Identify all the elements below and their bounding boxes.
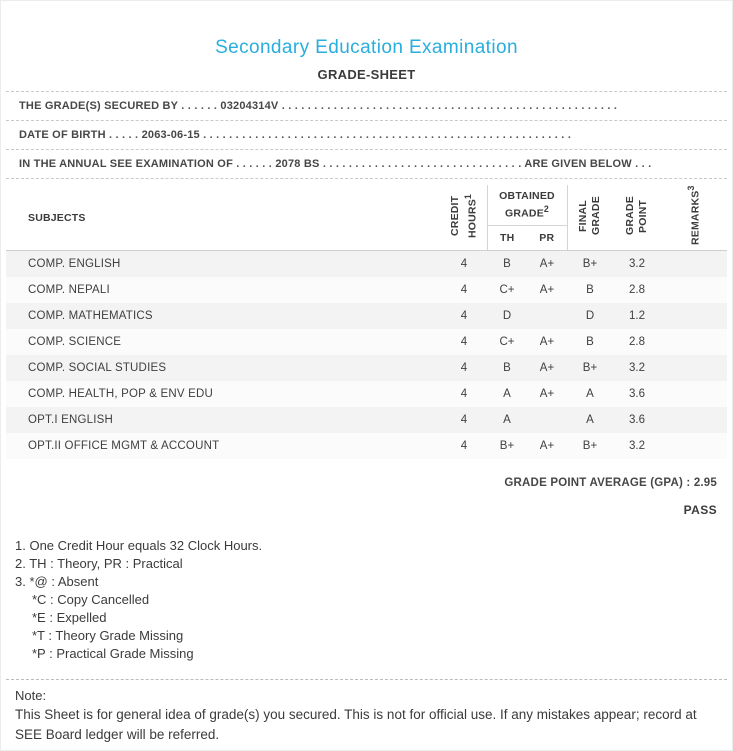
practical-grade-cell [527,303,567,329]
grade-point-cell: 2.8 [629,284,645,296]
final-grade-cell: B+ [582,440,598,452]
grade-point-label: GRADE POINT [624,196,649,236]
practical-grade-cell: A+ [539,336,555,348]
practical-grade-cell: A+ [539,388,555,400]
table-row [6,381,727,407]
grades-table [6,185,727,459]
practical-grade-cell: A+ [539,258,555,270]
subject-cell: COMP. NEPALI [28,284,110,296]
note-label: Note: [15,688,47,703]
remarks-cell [661,303,727,329]
grade-point-cell: 1.2 [629,310,645,322]
gpa-value: 2.95 [693,477,717,489]
grade-point-cell: 3.2 [629,362,645,374]
grade-point-cell: 3.6 [629,388,645,400]
remarks-cell [661,381,727,407]
subject-cell: OPT.II OFFICE MGMT & ACCOUNT [28,440,220,452]
symbol-number-value: 03204314V [220,100,279,112]
remarks-cell [661,251,727,278]
remarks-cell [661,355,727,381]
dots-trailer: . . . . . . . . . . . . . . . . . . . . . . . . . . . . . . . . . . . . . . . . . . . . . . . . . . . . . . . . . [203,129,572,141]
column-header-subjects: SUBJECTS [6,185,441,251]
grade-point-cell: 3.2 [629,258,645,270]
credit-cell: 4 [460,336,468,348]
grade-point-cell: 3.2 [629,440,645,452]
info-label: DATE OF BIRTH [19,129,106,141]
theory-grade-cell: A [503,388,511,400]
theory-grade-cell: B+ [499,440,515,452]
remarks-cell [661,277,727,303]
page-title: Secondary Education Examination [215,37,518,58]
remarks-footnote-ref: 3 [686,185,697,191]
info-label: IN THE ANNUAL SEE EXAMINATION OF [19,158,233,170]
info-line-date-of-birth [6,121,727,150]
dots-mid: . . . . . . . . . . . . . . . . . . . . . . . . . . . . . . . [322,158,522,170]
column-header-remarks [661,185,727,251]
subject-cell: COMP. HEALTH, POP & ENV EDU [28,388,213,400]
column-header-grade-point [613,185,661,251]
final-grade-cell: B+ [582,362,598,374]
grade-point-cell: 3.6 [629,414,645,426]
table-row [6,277,727,303]
remarks-cell [661,329,727,355]
final-grade-cell: B [586,336,594,348]
subject-cell: COMP. MATHEMATICS [28,310,153,322]
final-grade-cell: D [585,310,595,322]
dots-leader: . . . . . [109,129,139,141]
dashed-separator [6,679,727,680]
info-suffix: ARE GIVEN BELOW [524,158,632,170]
credit-hours-label: CREDIT HOURS [448,195,478,238]
exam-year-value: 2078 BS [275,158,320,170]
final-grade-cell: B [586,284,594,296]
table-row [6,329,727,355]
gpa-summary [6,477,727,489]
final-grade-cell: A [586,414,594,426]
footnote-credit-hour: 1. One Credit Hour equals 32 Clock Hours. [15,538,263,553]
final-grade-cell: B+ [582,258,598,270]
subject-cell: COMP. ENGLISH [28,258,121,270]
theory-grade-cell: C+ [499,336,515,348]
remarks-label: REMARKS [689,190,702,245]
final-grade-label: FINAL GRADE [577,196,603,236]
column-header-obtained-grade [487,185,567,225]
dots-trailer: . . . [635,158,652,170]
table-row [6,303,727,329]
footnote-practical-grade-missing: *P : Practical Grade Missing [32,646,194,661]
gpa-label: GRADE POINT AVERAGE (GPA) : [504,477,691,489]
info-line-grades-secured-by [6,92,727,121]
credit-cell: 4 [460,414,468,426]
footnote-absent: 3. *@ : Absent [15,574,99,589]
credit-cell: 4 [460,284,468,296]
footnote-theory-grade-missing: *T : Theory Grade Missing [32,628,184,643]
subject-cell: OPT.I ENGLISH [28,414,114,426]
practical-grade-cell: A+ [539,362,555,374]
credit-hours-footnote-ref: 1 [462,194,473,200]
practical-grade-cell: A+ [539,440,555,452]
info-line-examination-year [6,150,727,179]
credit-cell: 4 [460,388,468,400]
footnotes [6,537,727,663]
remarks-cell [661,433,727,459]
theory-grade-cell: C+ [499,284,515,296]
footnote-th-pr: 2. TH : Theory, PR : Practical [15,556,183,571]
credit-cell: 4 [460,258,468,270]
table-row [6,355,727,381]
theory-grade-cell: B [503,362,511,374]
obtained-grade-footnote-ref: 2 [543,203,549,214]
footnote-copy-cancelled: *C : Copy Cancelled [32,592,150,607]
subject-cell: COMP. SOCIAL STUDIES [28,362,167,374]
dots-leader: . . . . . . [181,100,218,112]
column-header-credit-hours [441,185,487,251]
theory-grade-cell: B [503,258,511,270]
credit-cell: 4 [460,362,468,374]
obtained-grade-label: OBTAINED GRADE [499,189,555,220]
credit-cell: 4 [460,440,468,452]
column-header-theory: TH [487,225,527,250]
footnote-expelled: *E : Expelled [32,610,107,625]
final-grade-cell: A [586,388,594,400]
table-row [6,407,727,433]
column-header-final-grade [567,185,613,251]
dots-leader: . . . . . . [236,158,273,170]
practical-grade-cell: A+ [539,284,555,296]
practical-grade-cell [527,407,567,433]
result-status: PASS [683,503,717,517]
remarks-cell [661,407,727,433]
theory-grade-cell: D [502,310,512,322]
grade-point-cell: 2.8 [629,336,645,348]
column-header-practical: PR [527,225,567,250]
theory-grade-cell: A [503,414,511,426]
credit-cell: 4 [460,310,468,322]
date-of-birth-value: 2063-06-15 [141,129,200,141]
table-row [6,433,727,459]
table-row [6,251,727,278]
subject-cell: COMP. SCIENCE [28,336,122,348]
grade-sheet-subtitle: GRADE-SHEET [6,67,727,92]
info-label: THE GRADE(S) SECURED BY [19,100,179,112]
note-text: This Sheet is for general idea of grade(s) you secured. This is not for official use. If any mistakes appear; record at SEE Board ledger will be referred. [15,707,697,742]
dots-trailer: . . . . . . . . . . . . . . . . . . . . . . . . . . . . . . . . . . . . . . . . . . . . . . . . . . . . [281,100,618,112]
